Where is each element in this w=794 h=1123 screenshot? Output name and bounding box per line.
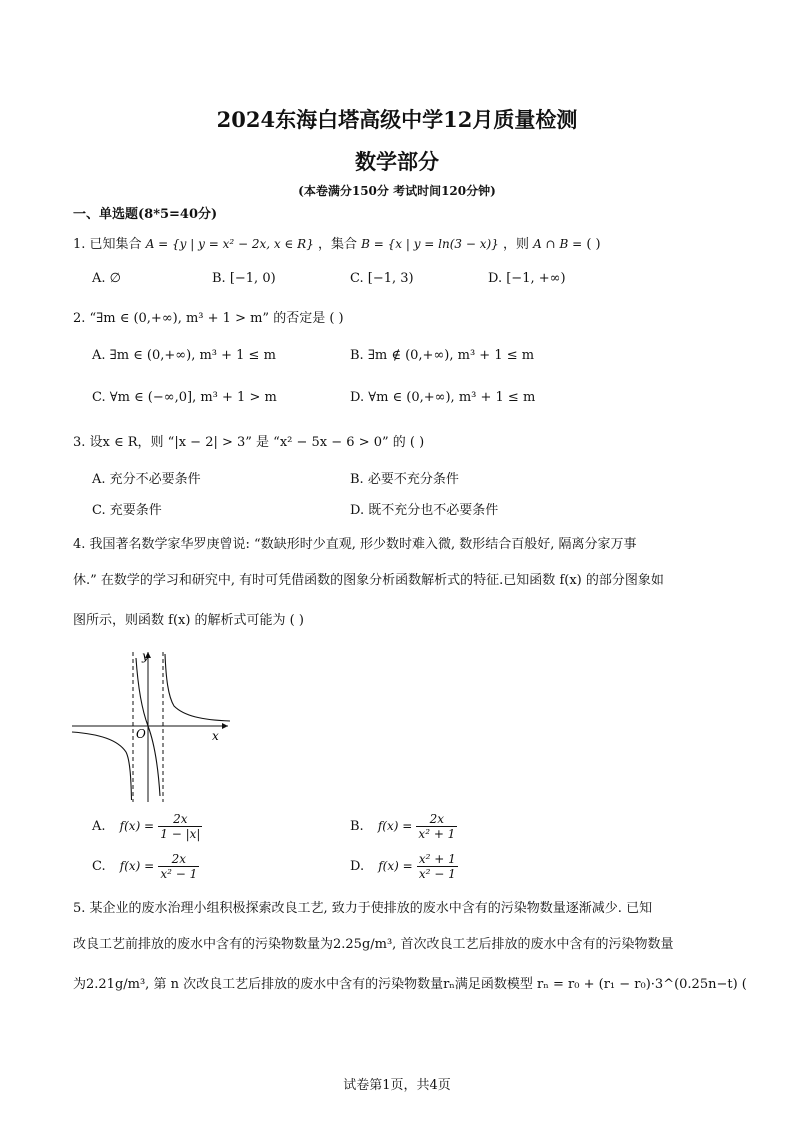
- q4-option-d-denominator: x² − 1: [418, 867, 456, 881]
- q4-option-d[interactable]: [350, 852, 458, 881]
- q4-option-d-letter: D.: [350, 859, 365, 874]
- q4-option-a-letter: A.: [92, 819, 106, 834]
- q4-option-b-denominator: x² + 1: [418, 827, 456, 841]
- exam-title: 2024东海白塔高级中学12月质量检测: [216, 107, 578, 132]
- curve-left-branch: [72, 732, 132, 800]
- q4-option-a-fraction: [158, 812, 202, 841]
- curve-right-branch: [165, 654, 230, 721]
- q4-option-a-lhs: f(x) =: [119, 819, 155, 833]
- q1-option-a[interactable]: A. ∅: [92, 271, 121, 286]
- q3-option-a[interactable]: A. 充分不必要条件: [92, 472, 201, 487]
- q4-option-c-denominator: x² − 1: [160, 867, 198, 881]
- question-5-line-3: 为2.21g/m³, 第 n 次改良工艺后排放的废水中含有的污染物数量rₙ满足函数模型 rₙ = r₀ + (r₁ − r₀)·3^(0.25n−t) (: [73, 977, 747, 992]
- q1-set-a: A = {y | y = x² − 2x, x ∈ R}: [145, 237, 314, 251]
- question-2-stem: 2. “∃m ∈ (0,+∞), m³ + 1 > m” 的否定是 ( ): [73, 311, 344, 326]
- question-1-stem: [73, 233, 601, 252]
- q4-option-c-numerator: 2x: [158, 852, 199, 867]
- q4-option-c[interactable]: [92, 852, 199, 881]
- function-graph: [70, 648, 240, 808]
- q4-option-a-denominator: 1 − |x|: [160, 827, 201, 841]
- q1-blank: ( ): [586, 237, 601, 252]
- q1-option-d[interactable]: D. [−1, +∞): [488, 271, 566, 286]
- q3-option-b[interactable]: B. 必要不充分条件: [350, 472, 459, 487]
- q3-option-c[interactable]: C. 充要条件: [92, 503, 162, 518]
- q4-option-b-fraction: [416, 812, 457, 841]
- y-label: y: [142, 649, 149, 663]
- x-axis-arrow: [222, 723, 228, 729]
- q3-option-d[interactable]: D. 既不充分也不必要条件: [350, 503, 499, 518]
- q1-stem-c: ，则: [502, 237, 529, 252]
- q4-option-d-fraction: [417, 852, 458, 881]
- q1-option-b[interactable]: B. [−1, 0): [212, 271, 276, 286]
- question-4-line-2: 休.” 在数学的学习和研究中, 有时可凭借函数的图象分析函数解析式的特征.已知函数 f(x) 的部分图象如: [73, 573, 664, 588]
- q4-option-b-letter: B.: [350, 819, 364, 834]
- q4-option-c-letter: C.: [92, 859, 106, 874]
- q4-option-d-lhs: f(x) =: [378, 859, 413, 873]
- q4-option-a-numerator: 2x: [158, 812, 202, 827]
- question-5-line-1: 5. 某企业的废水治理小组积极探索改良工艺, 致力于使排放的废水中含有的污染物数量逐渐减少. 已知: [73, 901, 653, 916]
- q2-option-d[interactable]: D. ∀m ∈ (0,+∞), m³ + 1 ≤ m: [350, 390, 536, 405]
- q4-option-d-numerator: x² + 1: [418, 852, 456, 866]
- q1-option-c[interactable]: C. [−1, 3): [350, 271, 414, 286]
- q1-stem-b: ，集合: [317, 237, 357, 252]
- q4-option-b-lhs: f(x) =: [377, 819, 413, 833]
- question-5-line-2: 改良工艺前排放的废水中含有的污染物数量为2.25g/m³, 首次改良工艺后排放的废水中含有的污染物数量: [73, 937, 674, 952]
- q2-option-b[interactable]: B. ∃m ∉ (0,+∞), m³ + 1 ≤ m: [350, 348, 535, 363]
- exam-subtitle: 数学部分: [355, 149, 439, 174]
- question-3-stem: 3. 设x ∈ R，则 “|x − 2| > 3” 是 “x² − 5x − 6 > 0” 的 ( ): [73, 435, 425, 450]
- page-footer: 试卷第1页，共4页: [343, 1078, 451, 1093]
- section-heading: 一、单选题(8*5=40分): [73, 207, 218, 222]
- q1-expr: A ∩ B =: [533, 237, 583, 251]
- question-4-line-1: 4. 我国著名数学家华罗庚曾说: “数缺形时少直观, 形少数时难入微, 数形结合百般好, 隔离分家万事: [73, 537, 637, 552]
- q2-option-a[interactable]: A. ∃m ∈ (0,+∞), m³ + 1 ≤ m: [92, 348, 276, 363]
- q4-option-c-fraction: [158, 852, 199, 881]
- q1-stem-a: 1. 已知集合: [73, 237, 142, 252]
- q4-option-c-lhs: f(x) =: [119, 859, 155, 873]
- q2-option-c[interactable]: C. ∀m ∈ (−∞,0], m³ + 1 > m: [92, 390, 277, 405]
- q4-option-b[interactable]: [350, 812, 457, 841]
- question-4-line-3: 图所示，则函数 f(x) 的解析式可能为 ( ): [73, 613, 304, 628]
- q1-set-b: B = {x | y = ln(3 − x)}: [361, 237, 499, 251]
- origin-label: O: [136, 727, 146, 741]
- q4-option-a[interactable]: [92, 812, 202, 841]
- x-label: x: [212, 729, 219, 743]
- exam-note: (本卷满分150分 考试时间120分钟): [298, 184, 496, 198]
- q4-option-b-numerator: 2x: [416, 812, 457, 827]
